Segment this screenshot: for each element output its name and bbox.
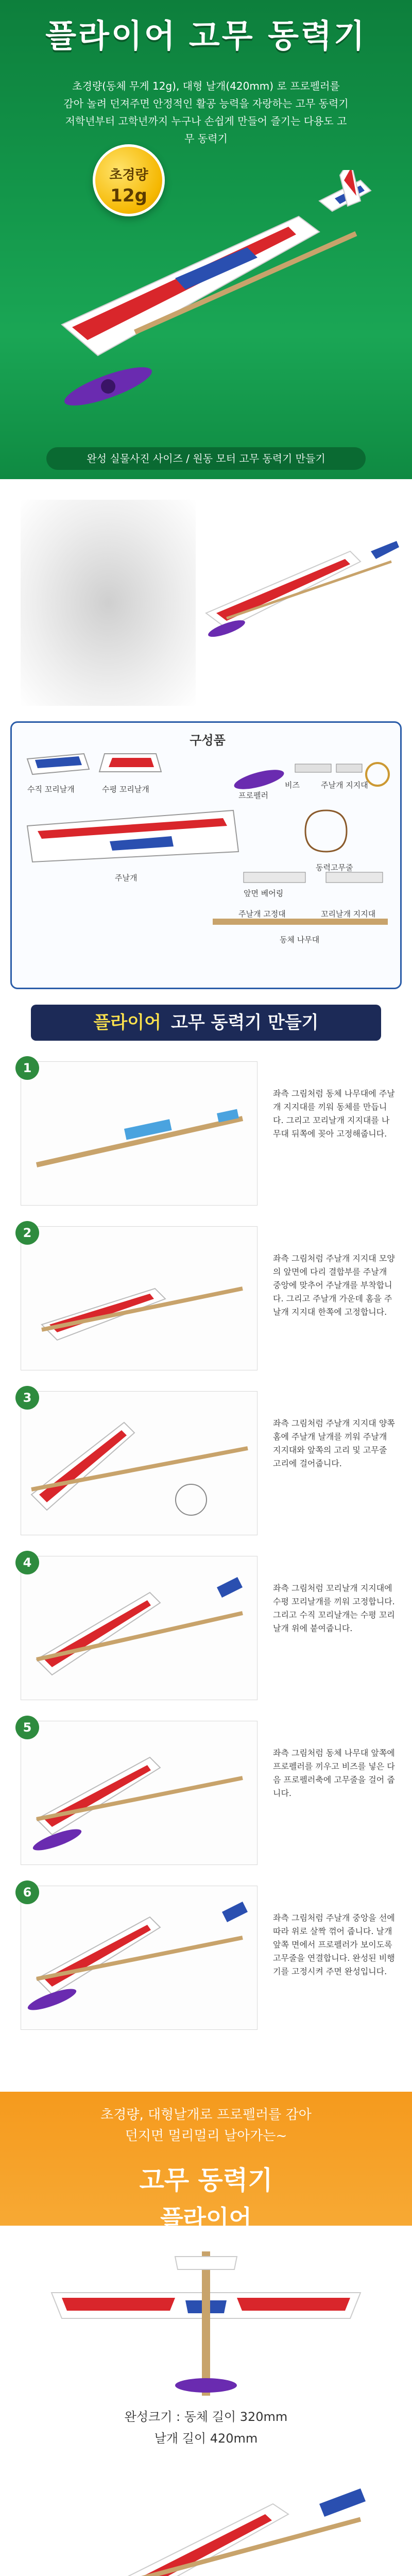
tagline-line3: 고무 동력기 [139, 2165, 273, 2195]
step-number: 2 [15, 1221, 39, 1245]
label-tail-wing-support: 꼬리날개 지지대 [321, 909, 376, 919]
label-horizontal-tail: 수평 꼬리날개 [102, 785, 149, 794]
label-rubber: 동력고무줄 [316, 863, 353, 872]
step-card [15, 1386, 397, 1540]
hero-title-sub: 고무 동력기 [188, 17, 367, 55]
step-number: 1 [15, 1056, 39, 1080]
label-bead: 비즈 [285, 781, 300, 790]
components-section [10, 721, 402, 989]
step-number: 4 [15, 1551, 39, 1574]
hero-description [62, 77, 350, 147]
hero-title-bar [0, 10, 412, 67]
hero-section [0, 0, 412, 479]
label-front-hook: 앞면 베어링 [244, 889, 284, 898]
showcase-shadow [21, 500, 196, 706]
step-card [15, 1880, 397, 2035]
howto-title-white: 고무 동력기 만들기 [171, 1012, 319, 1033]
size-info [0, 2406, 412, 2449]
step-illustration [21, 1227, 257, 1370]
label-main-wing: 주날개 [115, 873, 138, 883]
hero-plane-illustration [31, 170, 391, 438]
step-illustration [21, 1392, 257, 1535]
label-main-wing-holder: 주날개 고정대 [238, 909, 286, 919]
hero-title-main: 플라이어 [45, 17, 177, 55]
step-image [21, 1061, 258, 1206]
step-image [21, 1391, 258, 1535]
label-fuselage-rod: 동체 나무대 [280, 935, 320, 944]
step-number: 5 [15, 1716, 39, 1739]
label-propeller: 프로펠러 [238, 791, 268, 800]
badge-line1: 초경량 [109, 167, 148, 183]
step-illustration [21, 1886, 257, 2029]
step-image [21, 1226, 258, 1370]
tagline-line1: 초경량, 대형날개로 프로펠러를 감아 [100, 2107, 312, 2123]
step-number: 6 [15, 1880, 39, 1904]
tagline-line4: 플라이어 [160, 2205, 252, 2232]
step-number: 3 [15, 1386, 39, 1410]
step-image [21, 1721, 258, 1865]
step-text: 좌측 그림처럼 동체 나무대에 주날개 지지대를 끼워 동체를 만듭니다. 그리고 꼬리날개 지지대를 나무대 뒤쪽에 꽂아 고정해줍니다. [273, 1089, 395, 1139]
hero-desc-line: 저학년부터 고학년까지 누구나 손쉽게 만들어 즐기는 다용도 고무 동력기 [65, 115, 347, 145]
plane-perspective [31, 2473, 381, 2576]
showcase-section [0, 479, 412, 721]
step-card [15, 1716, 397, 1870]
step-card [15, 1221, 397, 1376]
badge-line2: 12g [110, 185, 147, 206]
step-text: 좌측 그림처럼 꼬리날개 지지대에 수평 꼬리날개를 끼워 고정합니다. 그리고 수직 꼬리날개는 수평 꼬리날개 위에 붙여줍니다. [273, 1583, 395, 1633]
howto-banner [31, 1005, 381, 1041]
step-text: 좌측 그림처럼 주날개 지지대 모양의 앞면에 다리 결합부를 주날개 중앙에 맞추어 주날개를 부착합니다. 그리고 주날개 가운데 홈을 주날개 지지대 한쪽에 고정합니다. [273, 1253, 395, 1317]
step-text: 좌측 그림처럼 주날개 지지대 양쪽 홈에 주날개 날개를 끼워 주날개 지지대와 앞쪽의 고리 및 고무줄 고리에 걸어줍니다. [273, 1418, 395, 1468]
label-main-wing-support: 주날개 지지대 [321, 781, 368, 790]
hero-bottom-caption: 완성 실물사진 사이즈 / 원동 모터 고무 동력기 만들기 [46, 447, 366, 470]
components-title: 구성품 [190, 733, 226, 748]
hero-desc-line: 초경량(동체 무게 12g), 대형 날개(420mm) 로 프로펠러를 [72, 80, 340, 92]
size-line1: 완성크기 : 동체 길이 320mm [124, 2410, 288, 2424]
step-illustration [21, 1721, 257, 1865]
step-image [21, 1556, 258, 1700]
tagline-line2: 던지면 멀리멀리 날아가는~ [125, 2128, 287, 2144]
step-text: 좌측 그림처럼 주날개 중앙을 선에 따라 위로 살짝 꺾어 줍니다. 날개 앞쪽 면에서 프로펠러가 보이도록 고무줄을 연결합니다. 완성된 비행기를 고정시켜 주면 완성입니다. [273, 1913, 395, 1976]
showcase-plane-small [196, 531, 402, 654]
step-card [15, 1551, 397, 1705]
howto-title-yellow: 플라이어 [93, 1012, 161, 1033]
hero-desc-line: 감아 놀려 던져주면 안정적인 활공 능력을 자랑하는 고무 동력기 [63, 97, 349, 110]
plane-top-view [41, 2246, 371, 2401]
step-illustration [21, 1062, 257, 1205]
tagline-section [0, 2092, 412, 2232]
step-text: 좌측 그림처럼 동체 나무대 앞쪽에 프로펠러를 끼우고 비즈를 넣은 다음 프로펠러축에 고무줄을 걸어 줍니다. [273, 1748, 395, 1798]
size-line2: 날개 길이 420mm [154, 2431, 258, 2446]
step-image [21, 1886, 258, 2030]
step-illustration [21, 1556, 257, 1700]
label-vertical-tail: 수직 꼬리날개 [27, 785, 75, 794]
step-card [15, 1056, 397, 1211]
